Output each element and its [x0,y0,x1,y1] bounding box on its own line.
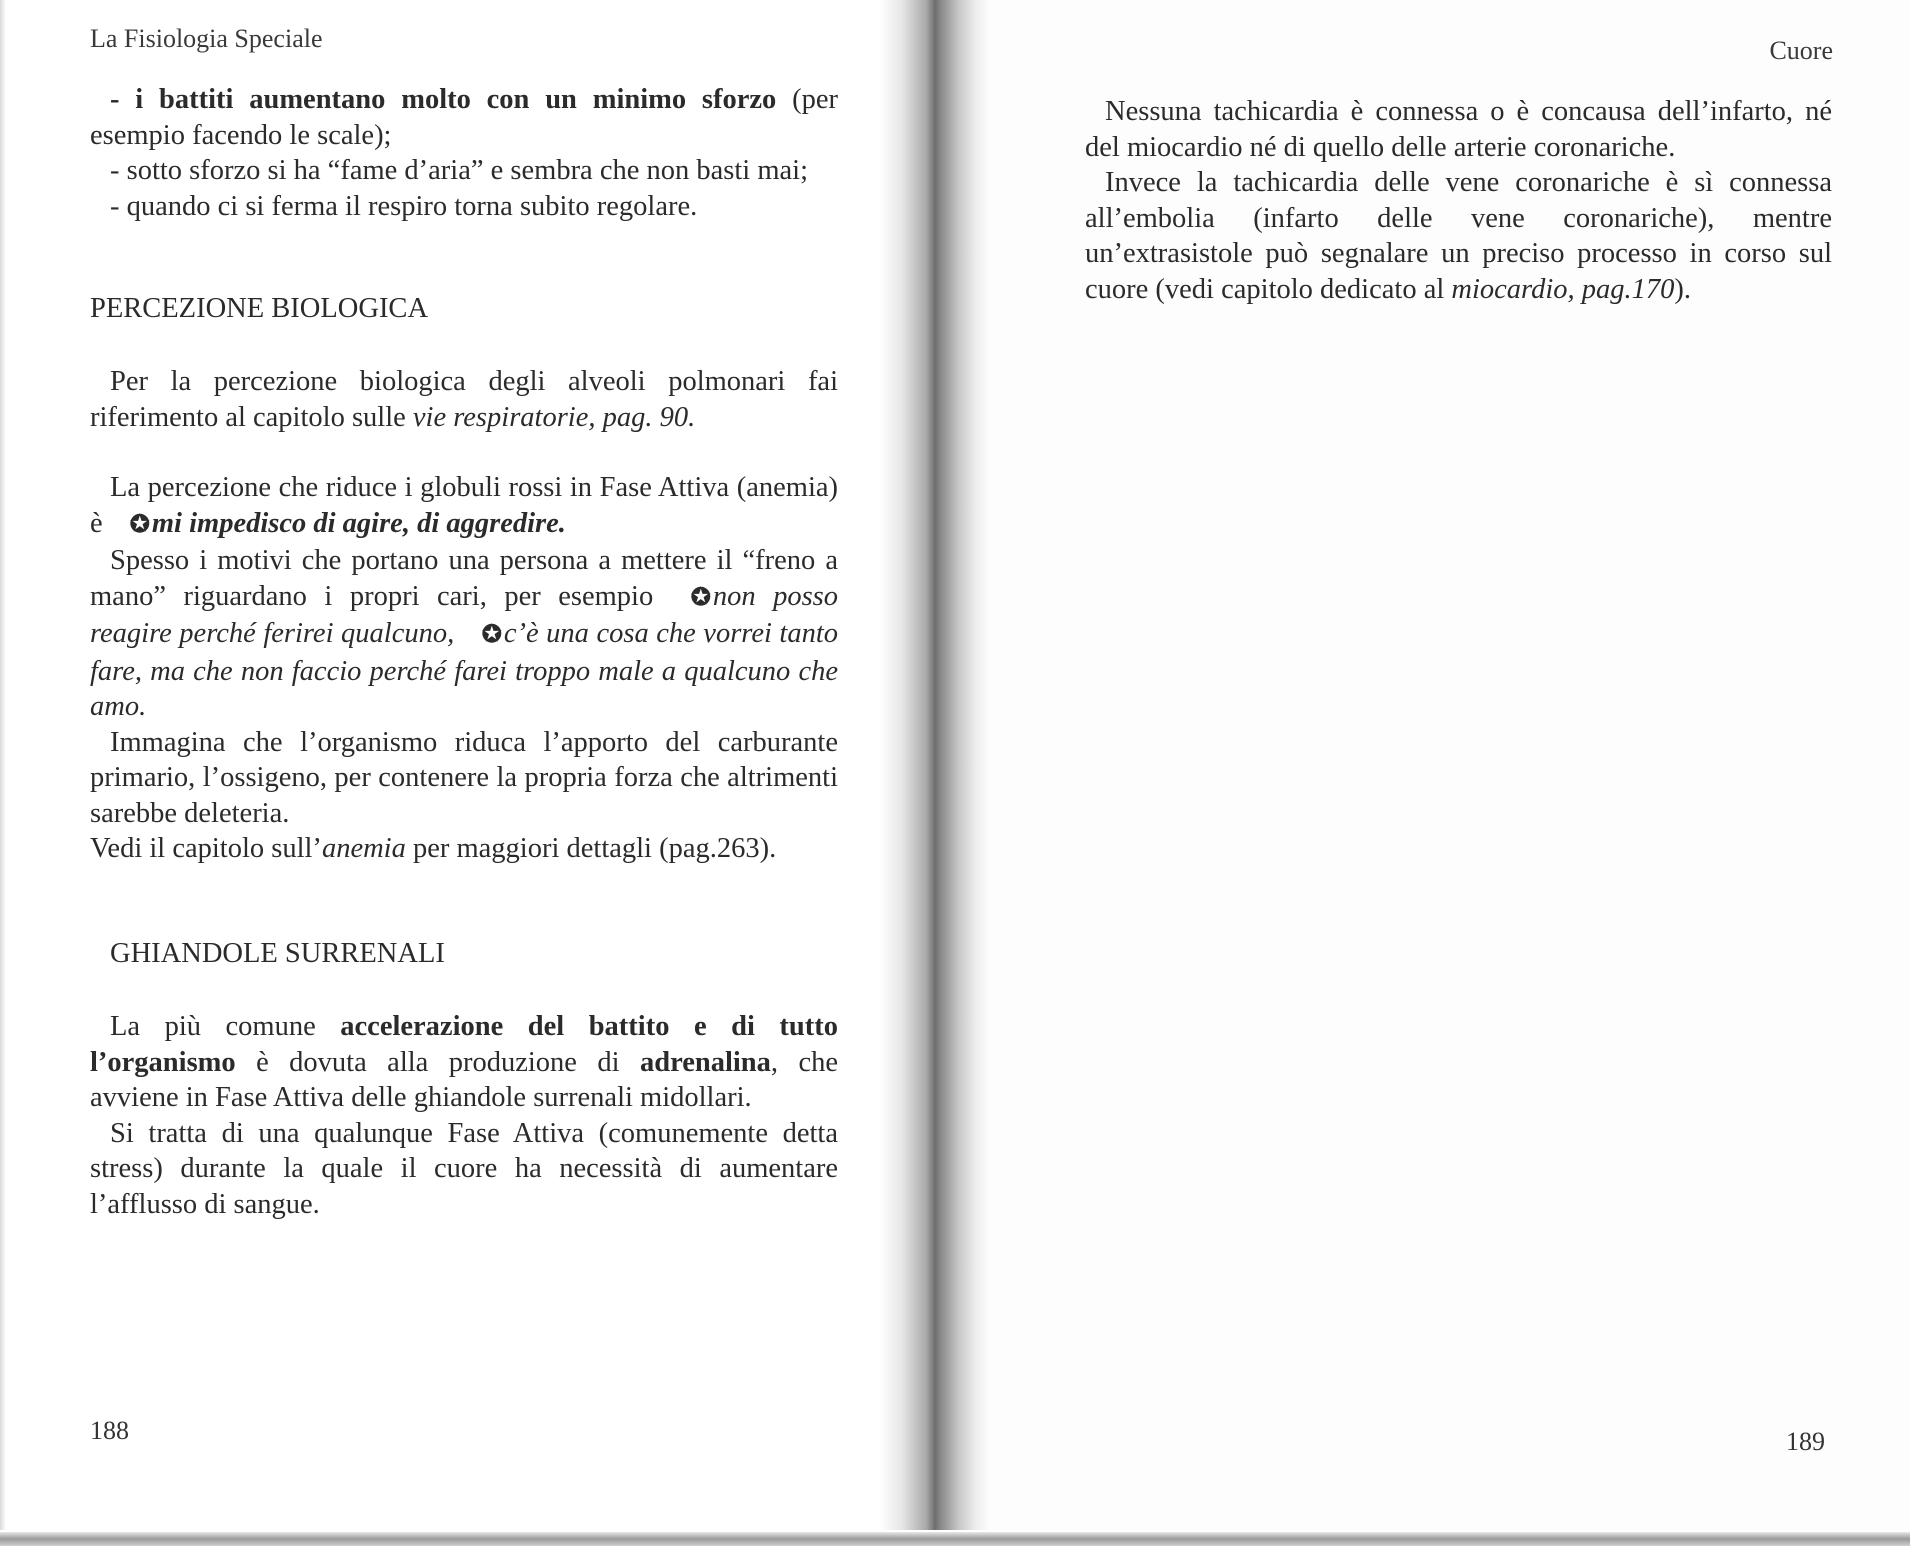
bottom-edge-shadow [0,1532,1910,1546]
percezione-p5-end: per maggiori dettagli (pag.263). [405,833,777,864]
ghiandole-p1-text-2: è dovuta alla produzione di [235,1046,640,1078]
percezione-p1-text: Per la percezione biologica degli alveoli polmonari fai riferimento al capitolo sulle [90,366,838,433]
star-bullet-icon: ✪ [690,584,711,611]
percezione-p3-quote-2: c’è una cosa che vorrei tanto fare, ma che non faccio perché farei troppo male a qualcuno che amo. [90,618,838,722]
symptom-item-1-rest: (per esempio facendo le scale); [90,84,838,151]
ghiandole-p1-bold-1: accelerazione del battito e di tutto l’organismo [90,1011,838,1078]
running-head-right: Cuore [1769,36,1833,65]
percezione-p5-text: Vedi il capitolo sull’ [90,833,322,864]
percezione-p3-text: Spesso i motivi che portano una persona a mettere il “freno a mano” riguardano i propri cari, per esempio [90,545,838,612]
section-heading-percezione: PERCEZIONE BIOLOGICA [90,293,429,324]
ghiandole-p2: Si tratta di una qualunque Fase Attiva (comunemente detta stress) durante la quale il cuore ha necessità di aumentare l’afflusso di sangue. [90,1117,838,1220]
section-heading-ghiandole: GHIANDOLE SURRENALI [110,938,445,969]
percezione-p3 [90,543,838,725]
symptom-item-3: - quando ci si ferma il respiro torna subito regolare. [110,190,698,222]
page-number-right: 189 [1786,1427,1825,1456]
symptom-item-2: - sotto sforzo si ha “fame d’aria” e sembra che non basti mai; [110,155,808,186]
cuore-paragraphs [1085,94,1832,307]
percezione-p5-anemia: anemia [321,833,406,864]
ghiandole-paragraphs [90,1009,838,1222]
symptom-list [90,82,838,224]
page-number-left: 188 [90,1416,129,1445]
star-bullet-icon: ✪ [129,511,150,538]
cuore-p2 [1085,165,1832,307]
left-page [0,0,930,1530]
ghiandole-p1-adrenalina: adrenalina [639,1046,771,1078]
cuore-p1: Nessuna tachicardia è connessa o è concausa dell’infarto, né del miocardio né di quello delle arterie coronariche. [1085,96,1832,163]
percezione-p2-emphasis: mi impedisco di agire, di aggredire. [151,507,566,539]
ghiandole-p1-text-3: , che avviene in Fase Attiva delle ghiandole surrenali midollari. [90,1046,838,1113]
ghiandole-p1 [90,1009,838,1116]
cuore-p2-reference: miocardio, pag.170 [1451,273,1675,305]
right-page [950,0,1910,1530]
symptom-item-1 [90,82,838,153]
percezione-p4: Immagina che l’organismo riduca l’apporto del carburante primario, l’ossigeno, per contenere la propria forza che altrimenti sarebbe deleteria. [90,726,838,829]
book-gutter-shadow [880,0,990,1530]
symptom-item-1-bold: - i battiti aumentano molto con un minimo sforzo [110,84,777,115]
cuore-p2-end: ). [1674,273,1691,305]
ghiandole-p1-text: La più comune [110,1011,341,1042]
percezione-paragraph-1 [90,364,838,435]
percezione-paragraphs [90,470,838,867]
star-bullet-icon: ✪ [481,622,502,648]
page-edge-shadow [0,0,6,1530]
percezione-p2 [90,470,838,543]
percezione-p1-reference: vie respiratorie, pag. 90. [412,401,696,433]
running-head-left: La Fisiologia Speciale [90,24,323,53]
percezione-p5 [90,831,838,867]
cuore-p2-text: Invece la tachicardia delle vene coronariche è sì connessa all’embolia (infarto delle vene coronariche), mentre un’extrasistole può segnalare un preciso processo in corso sul cuore (vedi capitolo dedicato al [1085,167,1832,305]
percezione-p2-text: La percezione che riduce i globuli rossi in Fase Attiva (anemia) è [90,472,838,539]
percezione-p3-quote-1: non posso reagire perché ferirei qualcuno, [90,580,838,649]
